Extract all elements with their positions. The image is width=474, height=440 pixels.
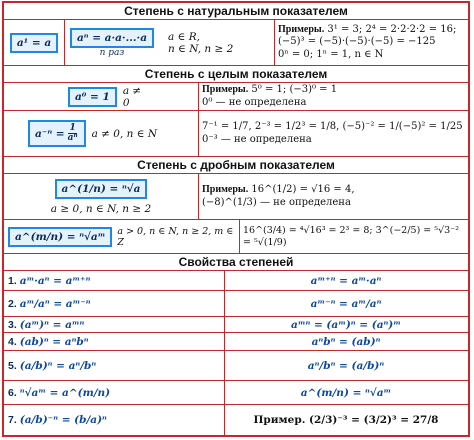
natural-conditions [164,20,274,65]
condition-text: n ∈ N, n ≥ 2 [168,42,234,55]
property-formula: (a/b)⁻ⁿ = (b/a)ⁿ [19,414,107,426]
property-right-cell [224,381,468,404]
property-row [4,405,468,435]
property-right-cell [224,405,468,435]
property-formula-reverse: a^(m/n) = ⁿ√aᵐ [300,386,392,399]
section-title: Степень с дробным показателем [137,158,335,172]
property-row [4,351,468,381]
example-text: 7⁻¹ = 1/7, 2⁻³ = 1/2³ = 1/8, (−5)⁻² = 1/(−5)² = 1/25 [202,121,463,132]
fractional-f2-cell [4,220,239,253]
natural-f1-cell [4,20,64,65]
section-title: Степень с целым показателем [144,67,328,81]
condition-text: a ∈ R, [168,30,200,43]
formula-box: a^(1/n) = ⁿ√a [55,179,148,199]
example-text: (−8)^(1/3) — не определена [202,196,351,208]
property-formula: ⁿ√aᵐ = a^(m/n) [19,386,111,399]
property-left-cell [4,405,224,435]
section-header-fractional [4,157,468,174]
property-left-cell [4,333,224,350]
property-number: 6. [8,386,17,399]
property-number: 1. [8,274,17,287]
property-formula-reverse: aᵐⁿ = (aᵐ)ⁿ = (aⁿ)ᵐ [291,318,401,331]
section-title: Степень с натуральным показателем [124,4,348,18]
formula-box: a^(m/n) = ⁿ√aᵐ [8,227,112,247]
formula-box [28,120,86,147]
section-title: Свойства степеней [178,255,294,269]
property-number: 7. [8,414,17,426]
formula-under-label: n раз [99,47,125,58]
property-number: 2. [8,297,17,310]
formula-box: a⁰ = 1 [68,87,117,107]
property-number: 5. [8,359,17,372]
example-text: 0ⁿ = 0; 1ⁿ = 1, n ∈ N [278,48,384,60]
property-row [4,381,468,405]
fraction-denominator: aⁿ [67,133,78,143]
property-number: 3. [8,318,17,331]
example-text: (−5)³ = (−5)·(−5)·(−5) = −125 [278,36,436,48]
example-text: 16^(3/4) = ⁴√16³ = 2³ = 8; 3^(−2/5) = ⁵√3⁻² = ⁵√(1/9) [243,224,460,248]
formula-box: a¹ = a [10,33,58,53]
property-formula: (ab)ⁿ = aⁿbⁿ [19,335,89,348]
fraction-numerator: 1 [69,123,76,133]
property-formula-reverse: Пример. (2/3)⁻³ = (3/2)³ = 27/8 [253,414,439,426]
example-text: 0⁻³ — не определена [202,133,312,145]
fractional-row-1 [4,174,468,220]
property-left-cell [4,271,224,290]
integer-row-2 [4,111,468,157]
condition-text: a ≠ 0 [122,84,142,109]
property-right-cell [224,291,468,316]
property-row [4,333,468,351]
condition-text: a ≠ 0, n ∈ N [91,127,158,140]
property-formula-reverse: aⁿ/bⁿ = (a/b)ⁿ [307,359,385,372]
formula-box: aⁿ = a·a·...·a [70,28,154,48]
property-row [4,291,468,317]
property-right-cell [224,351,468,380]
property-right-cell [224,333,468,350]
property-formula: (a/b)ⁿ = aⁿ/bⁿ [19,359,97,372]
integer-f1-cell [4,83,154,110]
section-header-integer [4,66,468,83]
integer-examples-1 [198,83,468,110]
examples-label: Примеры. [202,84,249,95]
property-formula: (aᵐ)ⁿ = aᵐⁿ [19,318,85,331]
integer-examples-2 [198,111,468,156]
property-formula: aᵐ/aⁿ = aᵐ⁻ⁿ [19,297,91,310]
examples-label: Примеры. [278,23,325,35]
property-left-cell [4,291,224,316]
examples-label: Примеры. [202,184,249,195]
natural-examples [274,20,468,65]
example-text: 3¹ = 3; 2⁴ = 2·2·2·2 = 16; [327,23,457,35]
formula-left: a⁻ⁿ = [35,127,65,140]
property-number: 4. [8,335,17,348]
property-row [4,317,468,333]
fractional-examples-2 [239,220,468,253]
powers-reference-sheet [2,1,470,437]
property-formula-reverse: aᵐ⁺ⁿ = aᵐ·aⁿ [310,274,382,287]
natural-row [4,20,468,66]
example-text: 0⁰ — не определена [202,96,307,108]
fractional-f1-cell [4,174,198,219]
natural-f2-cell [64,20,160,65]
property-left-cell [4,317,224,332]
property-right-cell [224,317,468,332]
fractional-examples-1 [198,174,468,219]
section-header-properties [4,254,468,271]
example-text: 16^(1/2) = √16 = 4, [251,184,355,195]
property-formula: aᵐ·aⁿ = aᵐ⁺ⁿ [19,274,91,287]
property-formula-reverse: aᵐ⁻ⁿ = aᵐ/aⁿ [310,297,382,310]
integer-row-1 [4,83,468,111]
integer-f2-cell [4,111,198,156]
condition-text: a > 0, n ∈ N, n ≥ 2, m ∈ Z [117,225,234,248]
condition-text: a ≥ 0, n ∈ N, n ≥ 2 [50,202,152,215]
property-right-cell [224,271,468,290]
property-row [4,271,468,291]
property-left-cell [4,381,224,404]
property-formula-reverse: aⁿbⁿ = (ab)ⁿ [311,335,381,348]
example-text: 5⁰ = 1; (−3)⁰ = 1 [251,84,338,95]
section-header-natural [4,3,468,20]
fraction [67,124,79,143]
property-left-cell [4,351,224,380]
fractional-row-2 [4,220,468,254]
